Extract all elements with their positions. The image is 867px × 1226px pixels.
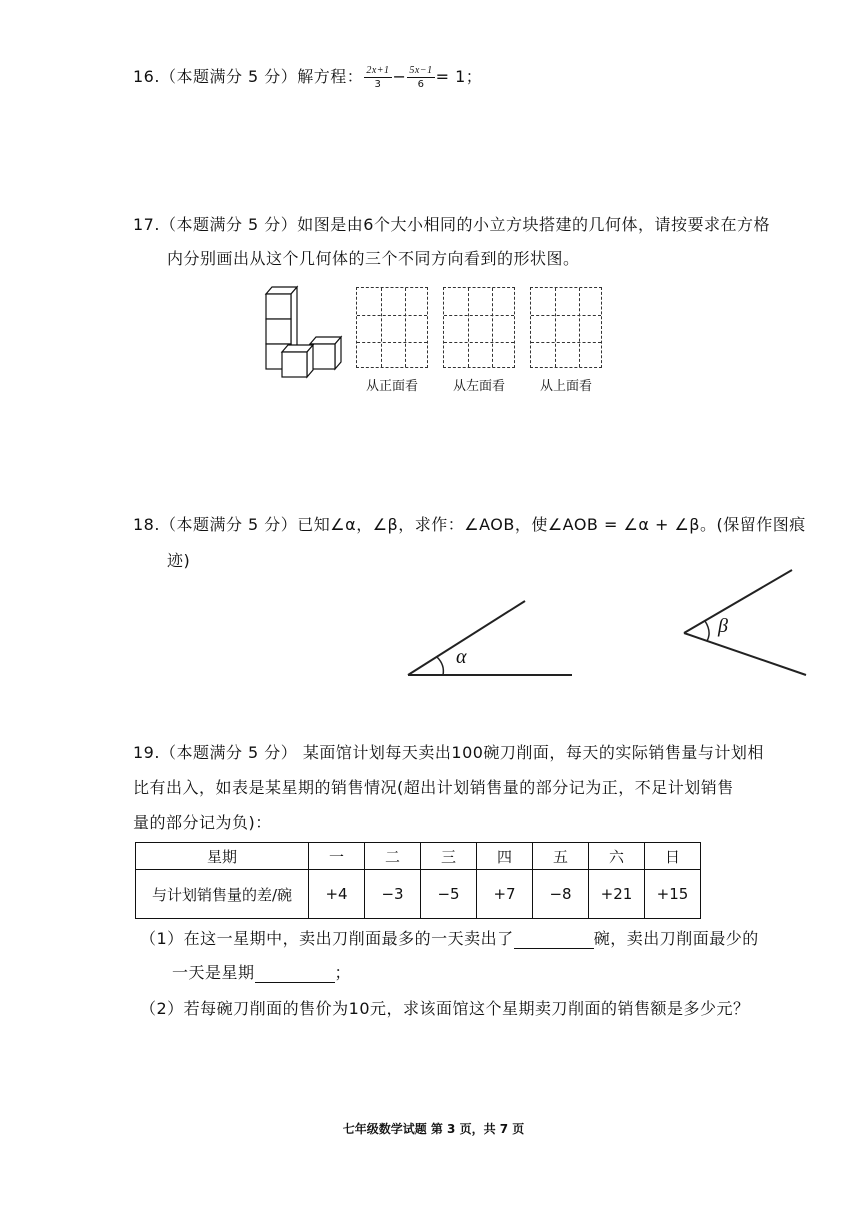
cube-figure [258, 282, 346, 382]
fraction-1 [364, 64, 391, 91]
fraction-2-numerator: 5x−1 [409, 65, 433, 76]
alpha-label: α [456, 646, 467, 668]
answer-blank-min-day[interactable] [255, 963, 335, 983]
table-cell-diff: +15 [645, 870, 701, 919]
question-17-line-2: 内分别画出从这个几何体的三个不同方向看到的形状图。 [167, 249, 580, 268]
question-16 [133, 64, 482, 91]
table-day: 二 [365, 843, 421, 870]
beta-label: β [718, 615, 728, 637]
front-view-grid[interactable] [356, 287, 428, 368]
question-17-line-1: 17.（本题满分 5 分）如图是由6个大小相同的小立方块搭建的几何体，请按要求在方格 [133, 215, 770, 234]
table-day: 六 [589, 843, 645, 870]
caption-left-view: 从左面看 [452, 379, 505, 394]
caption-front-view: 从正面看 [365, 379, 418, 394]
sub-question-1-text-c: 一天是星期 [172, 963, 255, 982]
table-day: 三 [421, 843, 477, 870]
sub-question-1-text-d: ； [334, 963, 352, 982]
page-footer: 七年级数学试题 第 3 页，共 7 页 [342, 1122, 525, 1136]
angle-beta-figure [676, 565, 816, 680]
sub-question-2: （2）若每碗刀削面的售价为10元，求该面馆这个星期卖刀削面的销售额是多少元？ [140, 999, 750, 1018]
table-header-label: 星期 [136, 843, 309, 870]
fraction-2 [407, 64, 434, 91]
fraction-2-denominator: 6 [417, 79, 425, 90]
table-cell-diff: −3 [365, 870, 421, 919]
table-cell-diff: −5 [421, 870, 477, 919]
question-19-line-2: 比有出入，如表是某星期的销售情况(超出计划销售量的部分记为正，不足计划销售 [133, 778, 734, 797]
top-view-grid[interactable] [530, 287, 602, 368]
sub-question-1-line-2 [172, 960, 351, 983]
table-diff-row [136, 870, 701, 919]
caption-top-view: 从上面看 [539, 379, 592, 394]
table-day: 日 [645, 843, 701, 870]
question-16-prefix: 16.（本题满分 5 分）解方程： [133, 67, 364, 86]
table-day: 五 [533, 843, 589, 870]
question-18-line-1: 18.（本题满分 5 分）已知∠α，∠β，求作：∠AOB，使∠AOB = ∠α + ∠β。(保留作图痕 [133, 515, 806, 534]
fraction-1-denominator: 3 [374, 79, 382, 90]
table-cell-diff: +21 [589, 870, 645, 919]
fraction-1-numerator: 2x+1 [366, 65, 390, 76]
angle-alpha-figure [400, 595, 580, 685]
sales-table [135, 842, 701, 919]
table-cell-diff: +7 [477, 870, 533, 919]
table-cell-diff: −8 [533, 870, 589, 919]
table-cell-diff: +4 [309, 870, 365, 919]
left-view-grid[interactable] [443, 287, 515, 368]
table-day: 四 [477, 843, 533, 870]
question-18-line-2: 迹) [167, 551, 191, 570]
question-19-line-1: 19.（本题满分 5 分） 某面馆计划每天卖出100碗刀削面，每天的实际销售量与计划相 [133, 743, 764, 762]
sub-question-1-text-a: （1）在这一星期中，卖出刀削面最多的一天卖出了 [140, 929, 514, 948]
answer-blank-max[interactable] [514, 929, 594, 949]
equation-tail: = 1； [435, 67, 483, 86]
table-header-row [136, 843, 701, 870]
sub-question-1-text-b: 碗，卖出刀削面最少的 [593, 929, 759, 948]
table-day: 一 [309, 843, 365, 870]
minus-sign: − [392, 67, 407, 86]
sub-question-1-line-1 [140, 926, 759, 949]
question-19-line-3: 量的部分记为负)： [133, 813, 272, 832]
table-row-label: 与计划销售量的差/碗 [136, 870, 309, 919]
